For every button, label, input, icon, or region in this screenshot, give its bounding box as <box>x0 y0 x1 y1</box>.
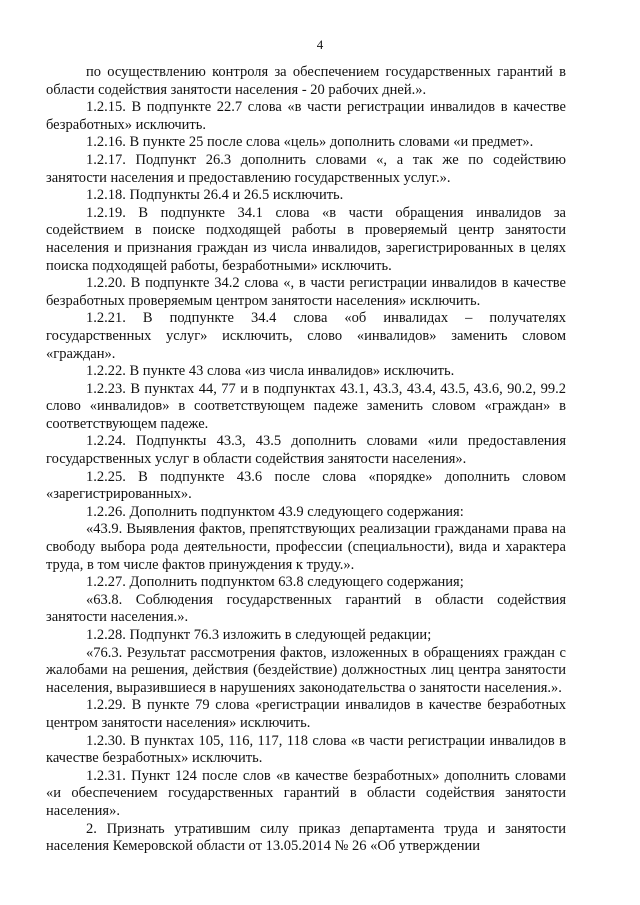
paragraph: 1.2.17. Подпункт 26.3 дополнить словами «, а так же по содействию занятости населения и предоставлению государственных услуг.». <box>46 151 566 186</box>
paragraph: 1.2.23. В пунктах 44, 77 и в подпунктах 43.1, 43.3, 43.4, 43.5, 43.6, 90.2, 99.2 слово «инвалидов» в соответствующем падеже заменить словом «граждан» в соответствующем падеже. <box>46 380 566 432</box>
paragraph: 1.2.22. В пункте 43 слова «из числа инвалидов» исключить. <box>86 363 455 380</box>
paragraph: 1.2.24. Подпункты 43.3, 43.5 дополнить словами «или предоставления государственных услуг в области содействия занятости населения». <box>46 433 566 468</box>
paragraph: «76.3. Результат рассмотрения фактов, изложенных в обращениях граждан с жалобами на решения, действия (бездействие) должностных лиц центра занятости населения, выразившиеся в нарушениях законодательства о занятости населения.». <box>46 644 566 696</box>
paragraph: «43.9. Выявления фактов, препятствующих реализации гражданами права на свободу выбора рода деятельности, профессии (специальности), вида и характера труда, в том числе фактов принуждения к труду.». <box>46 521 566 573</box>
paragraph: 1.2.25. В подпункте 43.6 после слова «порядке» дополнить словом «зарегистрированных». <box>46 468 566 503</box>
paragraph: 2. Признать утратившим силу приказ департамента труда и занятости населения Кемеровской области от 13.05.2014 № 26 «Об утверждении <box>46 820 566 855</box>
paragraph: 1.2.31. Пункт 124 после слов «в качестве безработных» дополнить словами «и обеспечением государственных гарантий в области содействия занятости населения». <box>46 767 566 819</box>
paragraph: 1.2.21. В подпункте 34.4 слова «об инвалидах – получателях государственных услуг» исключить, слово «инвалидов» заменить словом «граждан». <box>46 310 566 362</box>
paragraph: 1.2.27. Дополнить подпунктом 63.8 следующего содержания; <box>86 574 464 591</box>
paragraph: 1.2.18. Подпункты 26.4 и 26.5 исключить. <box>86 187 344 204</box>
document-body <box>46 64 566 856</box>
paragraph: 1.2.29. В пункте 79 слова «регистрации инвалидов в качестве безработных центром занятости населения» исключить. <box>46 697 566 731</box>
paragraph: 1.2.15. В подпункте 22.7 слова «в части регистрации инвалидов в качестве безработных» исключить. <box>46 99 566 133</box>
paragraph: «63.8. Соблюдения государственных гарантий в области содействия занятости населения.». <box>46 591 566 626</box>
paragraph: 1.2.16. В пункте 25 после слова «цель» дополнить словами «и предмет». <box>86 134 534 151</box>
paragraph: 1.2.26. Дополнить подпунктом 43.9 следующего содержания: <box>86 503 464 520</box>
paragraph: 1.2.30. В пунктах 105, 116, 117, 118 слова «в части регистрации инвалидов в качестве безработных» исключить. <box>46 732 566 767</box>
page-number: 4 <box>316 37 324 52</box>
paragraph: по осуществлению контроля за обеспечением государственных гарантий в области содействия занятости населения - 20 рабочих дней.». <box>46 64 566 98</box>
paragraph: 1.2.19. В подпункте 34.1 слова «в части обращения инвалидов за содействием в поиске подходящей работы в проверяемый центр занятости населения и признания граждан из числа инвалидов, зарегистрированных в целях поиска подходящей работы, безработными» исключить. <box>46 204 566 274</box>
paragraph: 1.2.20. В подпункте 34.2 слова «, в части регистрации инвалидов в качестве безработных проверяемым центром занятости населения» исключить. <box>46 275 566 309</box>
paragraph: 1.2.28. Подпункт 76.3 изложить в следующей редакции; <box>86 627 432 643</box>
